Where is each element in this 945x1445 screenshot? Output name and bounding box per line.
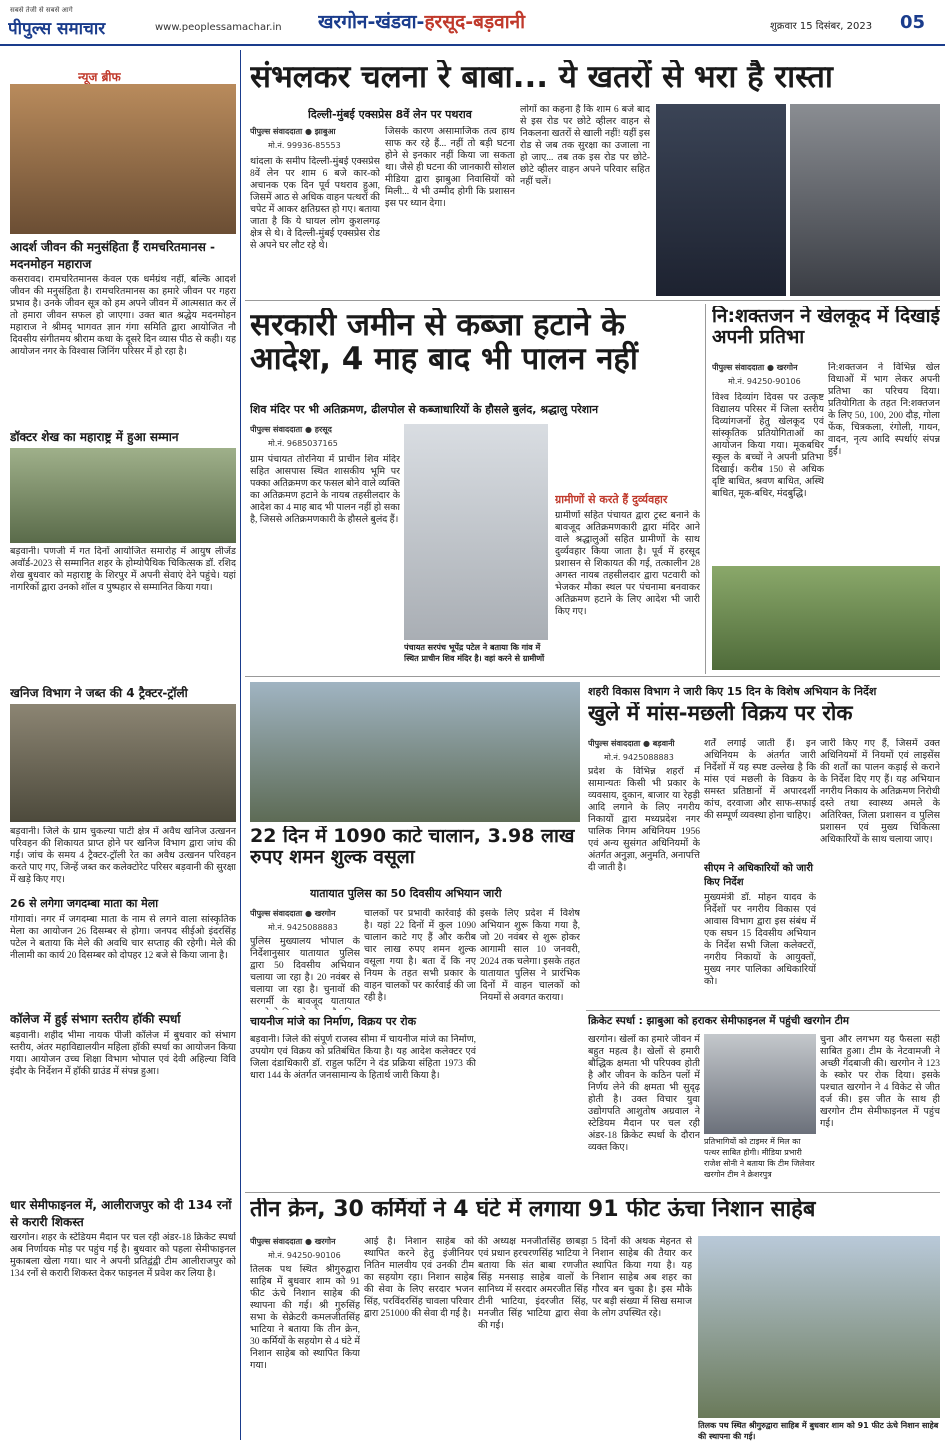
top-phone: मो.नं. 99936-85553 (268, 141, 341, 150)
land-byline: पीपुल्स संवाददाता ● हरसूद (250, 425, 332, 434)
meat-byline: पीपुल्स संवाददाता ● बड़वानी (588, 739, 675, 748)
story4-body: गोगावां। नगर में जगदम्बा माता के नाम से लगने वाला सांस्कृतिक मेला का आयोजन 26 दिसम्बर से होगा। जनपद सीईओ इंदरसिंह पटेल ने बताया कि मेले की अवधि चार सप्ताह की रहेगी। मेले की नीलामी का कार्य 20 दिसम्बर को दोपहर 12 बजे से किया जाना है। (10, 915, 236, 961)
land-subhead: शिव मंदिर पर भी अतिक्रमण, ढीलपोल से कब्जाधारियों के हौसले बुलंद, श्रद्धालु परेशान (250, 403, 599, 416)
meat-side-body: मुख्यमंत्री डॉ. मोहन यादव के निर्देशों पर नगरीय विकास एवं आवास विभाग द्वारा इस संबंध में एक सघन 15 दिवसीय अभियान के निर्देश सभी जिला कलेक्टरों, नगरीय निकायों के आयुक्तों, मुख्य नगर पालिका अधिकारियों को। (704, 893, 816, 987)
story4-title: 26 से लगेगा जगदम्बा माता का मेला (10, 897, 159, 910)
story3-title: खनिज विभाग ने जब्त की 4 ट्रैक्टर-ट्रॉली (10, 686, 188, 700)
top-subhead: दिल्ली-मुंबई एक्सप्रेस 8वें लेन पर पथराव (308, 108, 472, 121)
meat-col2: शर्तें लगाई जाती हैं। इन अधिनियम के अंतर्गत जारी निर्देशों में यह स्पष्ट उल्लेख है कि मांस एवं मछली के विक्रय के समस्त प्रतिष्ठानों में अपारदर्शी कांच, दरवाजा और साफ-सफाई की सम्पूर्ण व्यवस्था होना चाहिए। (704, 739, 816, 821)
top-col2: जिसके कारण असामाजिक तत्व हाथ साफ कर रहे हैं... नहीं तो बड़ी घटना होने से इनकार नहीं किया जा सकता था। जैसे ही घटना की जानकारी सोशल मीडिया द्वारा झाबुआ निवासियों को मिली... ये भी उम्मीद होगी कि प्रशासन इस पर ध्यान देगा। (385, 127, 515, 209)
temple-photo (404, 424, 548, 640)
story6-body: खरगोन। शहर के स्टेडियम मैदान पर चल रही अंडर-18 क्रिकेट स्पर्धा अब निर्णायक मोड़ पर पहुंच गई है। बुधवार को पहला सेमीफाइनल मुकाबला खेला गया। धार ने अपनी प्रतिद्वंद्वी टीम आलीराजपुर को 134 रनों से करारी शिकस्त देकर फाइनल में प्रवेश कर लिया है। (10, 1233, 236, 1279)
nishan-caption: तिलक पथ स्थित श्रीगुरुद्वारा साहिब में बुधवार शाम को 91 फीट ऊंचे निशान साहेब की स्थापना की गई। (698, 1421, 939, 1441)
nishan-col4: 5 दिनों की अथक मेहनत से निशान साहेब की तैयार कर स्थापित किया गया है। यह निशान साहेब अब शहर का गौरव बन चुका है। इस मौके पर बड़ी संख्या में सिख समाज के लोग उपस्थित रहे। (592, 1237, 692, 1319)
masthead (0, 0, 945, 46)
land-side-body: ग्रामीणों सहित पंचायत द्वारा ट्रस्ट बनाने के बावजूद अतिक्रमणकारी द्वारा मंदिर आने वाले श्रद्धालुओं सहित ग्रामीणों के साथ दुर्व्यवहार किया जाता है। पूर्व में हरसूद प्रशासन से शिकायत की गई, तत्कालीन 28 अगस्त नायब तहसीलदार द्वारा पटवारी को भेजकर मौका स्थल पर पंचनामा बनवाकर अतिक्रमण हटाने के लिए आदेश भी जारी किए गए। (555, 511, 700, 617)
top-byline: पीपुल्स संवाददाता ● झाबुआ (250, 127, 336, 136)
meat-col1: प्रदेश के विभिन्न शहरों में सामान्यतः किसी भी प्रकार के व्यवसाय, दुकान, बाजार या रेहड़ी आदि लगाने के लिए नगरीय निकायों द्वारा मध्यप्रदेश नगर पालिक निगम अधिनियम 1956 एवं अन्य सुसंगत अधिनियमों के अंतर्गत अनुज्ञा, अनुमति, अनापत्ति दी जाती है। (588, 767, 700, 873)
story5-title: कॉलेज में हुई संभाग स्तरीय हॉकी स्पर्धा (10, 1012, 181, 1026)
cricket-headline: क्रिकेट स्पर्धा : झाबुआ को हराकर सेमीफाइनल में पहुंची खरगोन टीम (588, 1015, 850, 1027)
cricket-col2: चुना और लगभग यह फैसला सही साबित हुआ। टीम के नेटवामजी ने अच्छी गेंदबाजी की। खरगोन ने 123 के स्कोर पर रोक दिया। इसके पश्चात खरगोन ने 4 विकेट से जीत दर्ज की। इस जीत के साथ ही खरगोन टीम सेमीफाइनल में पहुंच गई। (820, 1035, 940, 1129)
column-divider (240, 50, 241, 1440)
traffic-police-photo (250, 682, 580, 822)
land-phone: मो.नं. 9685037165 (268, 439, 338, 448)
edition-title (318, 8, 838, 38)
sports-photo (712, 566, 940, 670)
honour-photo (10, 448, 236, 543)
issue-date: शुक्रवार 15 दिसंबर, 2023 (770, 21, 873, 32)
sports-byline: पीपुल्स संवाददाता ● खरगोन (712, 363, 798, 372)
manja-body: बड़वानी। जिले की संपूर्ण राजस्व सीमा में चायनीज मांजे का निर्माण, उपयोग एवं विक्रय को प्रतिबंधित किया है। यह आदेश कलेक्टर एवं जिला दंडाधिकारी डॉ. राहुल फटिंग ने दंड प्रक्रिया संहिता 1973 की धारा 144 के अंतर्गत जनसामान्य के हितार्थ जारी किया है। (250, 1035, 476, 1081)
story1-body: कसरावद। रामचरितमानस केवल एक धर्मग्रंथ नहीं, बल्कि आदर्श जीवन की मनुसंहिता है। रामचरितमानस का हमारे जीवन पर गहरा प्रभाव है। उनके जीवन सूत्र को हम अपने जीवन में आत्मसात कर लें तो हमारा जीवन सफल हो जाएगा। उक्त बात श्रद्धेय मदनमोहन महाराज ने श्रीमद् भागवत ज्ञान गंगा समिति द्वारा आयोजित नौ दिवसीय संगीतमय श्रीराम कथा के दूसरे दिन व्यास पीठ से कही। यह आयोजन नगर के विश्वास जिनिंग परिसर में हो रहा है। (10, 275, 236, 357)
temple-caption: पंचायत सरपंच भूपेंद्र पटेल ने बताया कि गांव में स्थित प्राचीन शिव मंदिर है। वहां करने से ग्रामीणों (404, 643, 545, 663)
nishan-headline: तीन क्रेन, 30 कर्मियों ने 4 घंटे में लगाया 91 फीट ऊंचा निशान साहेब (250, 1198, 816, 1222)
edition-part2: हरसूद-बड़वानी (424, 11, 526, 33)
challan-byline: पीपुल्स संवाददाता ● खरगोन (250, 909, 336, 918)
page-number: 05 (900, 12, 926, 33)
nishan-byline: पीपुल्स संवाददाता ● खरगोन (250, 1237, 336, 1246)
nishan-phone: मो.नं. 94250-90106 (268, 1251, 341, 1260)
meat-col3: जारी किए गए हैं, जिसमें उक्त अधिनियमों में नियमों एवं लाइसेंस की शर्तों का पालन कड़ाई से कराने के निर्देश दिए गए हैं। यह अभियान नगरीय निकाय के अतिक्रमण निरोधी दस्ते तथा स्वास्थ्य अमले के अतिरिक्त, जिला प्रशासन व पुलिस प्रशासन एवं मुख्य चिकित्सा अधिकारियों के साथ चलाया जाए। (820, 739, 940, 845)
land-side-title: ग्रामीणों से करते हैं दुर्व्यवहार (555, 493, 668, 506)
challan-col1: पुलिस मुख्यालय भोपाल के निर्देशानुसार यातायात पुलिस द्वारा 50 दिवसीय अभियान चलाया जा रहा है। 20 नवंबर से चलाया जा रहा है। चुनावों की सरगर्मी के बावजूद यातायात (250, 937, 360, 1007)
cricket-caption: प्रतिभागियों को टाइमर में मिल का पत्थर साबित होगी। मीडिया प्रभारी राजेश सोनी ने बताया कि टीम जिलेवार खरगोन टीम ने क्रेशरपुत्र (704, 1137, 815, 1179)
land-body: ग्राम पंचायत तोरनिया में प्राचीन शिव मंदिर सहित आसपास स्थित शासकीय भूमि पर पक्का अतिक्रमण कर फसल बोने वाले व्यक्ति का अतिक्रमण हटाने के नायब तहसीलदार के आदेश का 4 माह बाद भी पालन नहीं हो सका है, जिससे अतिक्रमणकारी के हौसले बुलंद हैं। (250, 455, 400, 525)
divider (705, 304, 706, 674)
meat-phone: मो.नं. 9425088883 (604, 753, 674, 762)
meat-headline: खुले में मांस-मछली विक्रय पर रोक (588, 702, 853, 725)
separator (586, 1010, 940, 1011)
website-link[interactable]: www.peoplessamachar.in (155, 22, 282, 33)
story3-body: बड़वानी। जिले के ग्राम चुकल्या पाटी क्षेत्र में अवैध खनिज उत्खनन परिवहन की शिकायत प्राप्त होने पर खनिज विभाग द्वारा जांच की गई। जांच के समय 4 ट्रैक्टर-ट्रॉली रेत का अवैध उत्खनन परिवहन करते पाए गए, जिन्हें जब्त कर कलेक्टोरेट परिसर बड़वानी की सुरक्षा में खड़े किए गए। (10, 827, 236, 885)
cricket-col1: खरगोन। खेलों का हमारे जीवन में बहुत महत्व है। खेलों से हमारी बौद्धिक क्षमता भी परिपक्व होती है और जीवन के कठिन पलों में निर्णय लेने की क्षमता भी सुदृढ़ होती है। उक्त विचार युवा उद्योगपति आशुतोष अग्रवाल ने स्टेडियम मैदान पर चल रही अंडर-18 क्रिकेट स्पर्धा के दौरान व्यक्त किए। (588, 1035, 700, 1153)
nishan-col1: तिलक पथ स्थित श्रीगुरुद्वारा साहिब में बुधवार शाम को 91 फीट ऊंचे निशान साहेब की स्थापना की गई। श्री गुरुसिंह सभा के सेक्रेटरी कमलजीतसिंह भाटिया ने बताया कि तीन क्रेन, 30 कर्मियों के सहयोग से 4 घंटे में निशान साहेब को स्थापित किया गया। (250, 1265, 360, 1371)
separator (245, 300, 940, 301)
story1-title: आदर्श जीवन की मनुसंहिता हैं रामचरितमानस - मदनमोहन महाराज (10, 240, 215, 271)
sports-headline: नि:शक्तजन ने खेलकूद में दिखाई अपनी प्रतिभा (712, 306, 940, 348)
challan-phone: मो.नं. 9425088883 (268, 923, 338, 932)
damaged-car-photo (790, 104, 940, 296)
tractor-photo (10, 704, 236, 822)
sports-phone: मो.नं. 94250-90106 (728, 377, 801, 386)
story5-body: बड़वानी। शहीद भीमा नायक पीजी कॉलेज में बुधवार को संभाग स्तरीय, अंतर महाविद्यालयीन महिला हॉकी स्पर्धा का आयोजन किया गया। आयोजन उच्च शिक्षा विभाग भोपाल एवं देवी अहिल्या विवि इंदौर के निर्देशन में हॉकी ग्राउंड में संपन्न हुआ। (10, 1031, 236, 1077)
nishan-sahib-photo (698, 1236, 940, 1418)
sports-col2: नि:शक्तजन ने विभिन्न खेल विधाओं में भाग लेकर अपनी प्रतिभा का परिचय दिया। प्रतियोगिता के तहत नि:शक्तजन के लिए 50, 100, 200 दौड़, गोला फेंक, चित्रकला, रंगोली, गायन, वादन, नृत्य आदि स्पर्धाएं संपन्न हुईं। (828, 363, 940, 457)
manja-headline: चायनीज मांजे का निर्माण, विक्रय पर रोक (250, 1015, 417, 1028)
logo-name: पीपुल्स समाचार (8, 19, 106, 39)
challan-subhead: यातायात पुलिस का 50 दिवसीय अभियान जारी (310, 887, 502, 900)
challan-col2: चालकों पर प्रभावी कार्रवाई की है। यहां 22 दिनों में कुल 1090 चालान काटे गए हैं और करीब चार लाख रुपए शमन शुल्क वसूला गया है। बता दें कि नए नियम के तहत सभी प्रकार के वाहन चालकों पर कार्रवाई की जा रही है। (364, 909, 476, 1003)
nishan-col3: की अध्यक्ष मनजीतसिंह छाबड़ा एवं प्रधान हरचरणसिंह भाटिया ने बताया कि संत बाबा रणजीत सिंह मनसाड़ साहेब वालों के सानिध्य में सरदार अमरजीत सिंह टीनी भाटिया, इंदरजीत सिंह, मनजीत सिंह भाटिया द्वारा सेवा की गई। (478, 1237, 588, 1331)
cricket-photo (704, 1034, 816, 1134)
top-col3: लोगों का कहना है कि शाम 6 बजे बाद से इस रोड पर छोटे व्हीलर वाहन से निकलना खतरों से खाली नहीं! यहीं इस रोड से जब तक सुरक्षा का उजाला ना हो जाए... तब तक इस रोड पर छोटे-छोटे व्हीलर वाहन अपने परिवार सहित नहीं चलें। (520, 105, 650, 187)
meat-kicker: शहरी विकास विभाग ने जारी किए 15 दिन के विशेष अभियान के निर्देश (588, 685, 877, 698)
sports-col1: विश्व दिव्यांग दिवस पर उत्कृष्ट विद्यालय परिसर में जिला स्तरीय दिव्यांगजनों हेतु खेलकूद एवं सांस्कृतिक प्रतियोगिताओं का आयोजन किया गया। मूकबधिर स्कूल के बच्चों ने अपनी प्रतिभा दिखाई। करीब 150 से अधिक दृष्टि बाधित, श्रवण बाधित, अस्थि बाधित, मूक-बधिर, मंदबुद्धि। (712, 393, 824, 499)
nishan-col2: आई है। निशान साहेब को स्थापित करने हेतु इंजीनियर नितिन मालवीय एवं उनकी टीम का सहयोग रहा। निशान साहेब की सेवा के लिए सरदार भजन सिंह, परविंदरसिंह चावला परिवार द्वारा 251000 की सेवा दी गई है। (364, 1237, 474, 1319)
separator (245, 676, 940, 677)
meat-side-title: सीएम ने अधिकारियों को जारी किए निर्देश (704, 863, 814, 888)
story2-title: डॉक्टर शेख का महाराष्ट्र में हुआ सम्मान (10, 430, 179, 444)
katha-photo (10, 84, 236, 234)
land-headline: सरकारी जमीन से कब्जा हटाने के आदेश, 4 माह बाद भी पालन नहीं (250, 308, 638, 378)
challan-col3: इसके लिए प्रदेश में विशेष अभियान शुरू किया गया है, जो 20 नवंबर से शुरू होकर आगामी साल 10 जनवरी, 2024 तक चलेगा। इसके तहत यातायात पुलिस ने प्रारंभिक दिनों में वाहन चालकों को नियमों से अवगत कराया। (480, 909, 580, 1003)
highway-photo (656, 104, 786, 296)
separator (245, 1192, 940, 1193)
story6-title: धार सेमीफाइनल में, आलीराजपुर को दी 134 रनों से करारी शिकस्त (10, 1198, 232, 1229)
logo-tagline: सबसे तेजी से सबसे आगे (10, 6, 73, 14)
section-label: न्यूज ब्रीफ (78, 70, 121, 84)
challan-headline: 22 दिन में 1090 काटे चालान, 3.98 लाख रुपए शमन शुल्क वसूला (250, 826, 575, 868)
story2-body: बड़वानी। पणजी में गत दिनों आयोजित समारोह में आयुष लीजेंड अवॉर्ड-2023 से सम्मानित शहर के होम्योपैथिक चिकित्सक डॉ. रशिद शेख बुधवार को महाराष्ट्र के शिरपुर में अपनी सेवाएं देने पहुंचे। यहां नागरिकों द्वारा उनको शॉल व पुष्पहार से सम्मानित किया गया। (10, 547, 236, 593)
top-col1: थांदला के समीप दिल्ली-मुंबई एक्सप्रेस 8वें लेन पर शाम 6 बजे कार-को अचानक एक दिन पूर्व पथराव हुआ, जिसमें आठ से अधिक वाहन पत्थरों की चपेट में आकर क्षतिग्रस्त हो गए। बताया जाता है कि ये घायल लोग कुशलगढ़ क्षेत्र से थे। वे दिल्ली-मुंबई एक्सप्रेस रोड से अपने घर लौट रहे थे। (250, 157, 380, 251)
top-headline: संभलकर चलना रे बाबा... ये खतरों से भरा है रास्ता (250, 60, 833, 95)
edition-part1: खरगोन-खंडवा- (318, 11, 425, 33)
